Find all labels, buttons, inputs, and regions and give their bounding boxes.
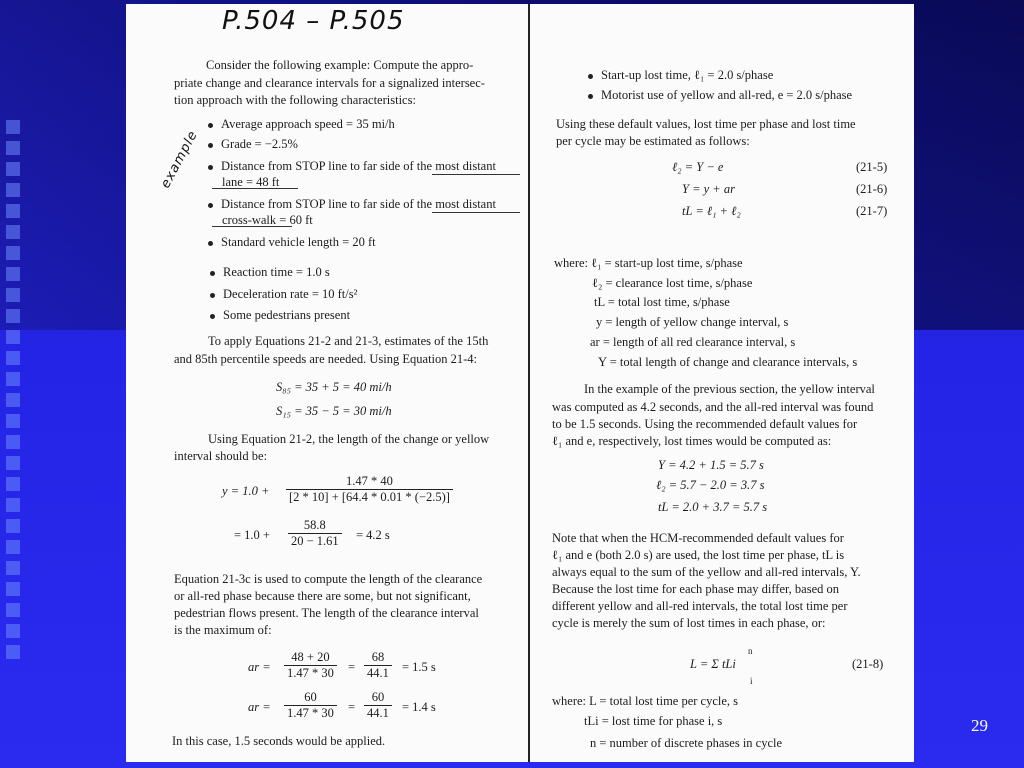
example-line-2: was computed as 4.2 seconds, and the all-red interval was found xyxy=(552,400,874,414)
where2-tLi: tLi = lost time for phase i, s xyxy=(584,714,723,728)
note-line-2: ℓ₁ and e (both 2.0 s) are used, the lost time per phase, tL is xyxy=(552,548,845,562)
where-l2: ℓ₂ = clearance lost time, s/phase xyxy=(592,276,753,290)
where2-n: n = number of discrete phases in cycle xyxy=(590,736,783,750)
handwritten-page-ref: P.504 – P.505 xyxy=(222,6,405,36)
where-ar: ar = length of all red clearance interval, s xyxy=(590,335,796,349)
eq-21-8-number: (21-8) xyxy=(852,657,884,671)
example-line-4: ℓ₁ and e, respectively, lost times would be computed as: xyxy=(552,434,832,448)
bullet-lane-value: lane = 48 ft xyxy=(222,175,280,189)
right-bullet-motorist: Motorist use of yellow and all-red, e = 2.0 s/phase xyxy=(588,88,852,102)
where-Y: Y = total length of change and clearance intervals, s xyxy=(598,355,858,369)
where-tl: tL = total lost time, s/phase xyxy=(594,295,730,309)
ar1-rhs: = 1.5 s xyxy=(402,660,436,674)
handwritten-margin-note: example xyxy=(158,128,202,191)
page-gutter xyxy=(528,4,530,762)
clear-line-4: is the maximum of: xyxy=(174,623,272,637)
final-statement: In this case, 1.5 seconds would be applied. xyxy=(172,734,386,748)
note-line-3: always equal to the sum of the yellow and all-red intervals, Y. xyxy=(552,565,861,579)
apply-line-1: To apply Equations 21-2 and 21-3, estimates of the 15th xyxy=(208,334,489,348)
default-line-2: per cycle may be estimated as follows: xyxy=(556,134,750,148)
note-line-4: Because the lost time for each phase may differ, based on xyxy=(552,582,840,596)
ar2-rhs: = 1.4 s xyxy=(402,700,436,714)
using-line-1: Using Equation 21-2, the length of the change or yellow xyxy=(208,432,490,446)
right-bullet-startup: Start-up lost time, ℓ₁ = 2.0 s/phase xyxy=(588,68,773,82)
underline-most-distant-1 xyxy=(432,174,520,175)
eq-21-7: tL = ℓ₁ + ℓ₂ xyxy=(682,204,741,218)
slide-number: 29 xyxy=(971,716,988,735)
note-line-1: Note that when the HCM-recommended default values for xyxy=(552,531,844,545)
where-l1: where: ℓ₁ = start-up lost time, s/phase xyxy=(554,256,743,270)
underline-crosswalk xyxy=(212,226,292,227)
intro-line-2: priate change and clearance intervals for a signalized intersec- xyxy=(174,76,485,90)
clear-line-3: pedestrian flows present. The length of the clearance interval xyxy=(174,606,479,620)
calc-l2: ℓ₂ = 5.7 − 2.0 = 3.7 s xyxy=(656,478,765,492)
ar2-equals: = xyxy=(348,700,356,714)
underline-lane xyxy=(212,188,298,189)
sum-equation: L = Σ tLi xyxy=(690,657,736,671)
decorative-squares xyxy=(6,120,30,666)
ar1-fraction-2: 68 44.1 xyxy=(364,650,392,681)
example-line-3: to be 1.5 seconds. Using the recommended default values for xyxy=(552,417,858,431)
note-line-5: different yellow and all-red intervals, the total lost time per xyxy=(552,599,848,613)
ar2-lhs: ar = xyxy=(248,700,271,714)
ar1-fraction: 48 + 20 1.47 * 30 xyxy=(284,650,337,681)
y-eq1-lhs: y = 1.0 + xyxy=(222,484,270,498)
eq-21-5: ℓ₂ = Y − e xyxy=(672,160,724,174)
y-eq1-fraction: 1.47 * 40 [2 * 10] + [64.4 * 0.01 * (−2.5)] xyxy=(286,474,453,505)
note-line-6: cycle is merely the sum of lost times in each phase, or: xyxy=(552,616,826,630)
intro-line-3: tion approach with the following characteristics: xyxy=(174,93,416,107)
ar2-fraction-2: 60 44.1 xyxy=(364,690,392,721)
bullet-pedestrians: Some pedestrians present xyxy=(210,308,350,322)
bullet-reaction: Reaction time = 1.0 s xyxy=(210,265,330,279)
ar1-lhs: ar = xyxy=(248,660,271,674)
bullet-deceleration: Deceleration rate = 10 ft/s² xyxy=(210,287,357,301)
clear-line-1: Equation 21-3c is used to compute the length of the clearance xyxy=(174,572,483,586)
clear-line-2: or all-red phase because there are some, but not significant, xyxy=(174,589,471,603)
bullet-vehicle-length: Standard vehicle length = 20 ft xyxy=(208,235,376,249)
y-eq2-rhs: = 4.2 s xyxy=(356,528,390,542)
s85-equation: S₈₅ = 35 + 5 = 40 mi/h xyxy=(276,380,392,394)
calc-tl: tL = 2.0 + 3.7 = 5.7 s xyxy=(658,500,768,514)
eq-21-7-number: (21-7) xyxy=(856,204,888,218)
apply-line-2: and 85th percentile speeds are needed. Using Equation 21-4: xyxy=(174,352,478,366)
y-eq2-lhs: = 1.0 + xyxy=(234,528,270,542)
example-line-1: In the example of the previous section, the yellow interval xyxy=(584,382,875,396)
y-eq2-fraction: 58.8 20 − 1.61 xyxy=(288,518,342,549)
eq-21-6: Y = y + ar xyxy=(682,182,735,196)
bullet-crosswalk-value: cross-walk = 60 ft xyxy=(222,213,313,227)
underline-most-distant-2 xyxy=(432,212,520,213)
bullet-lane-distance: Distance from STOP line to far side of the most distant xyxy=(208,159,496,173)
ar1-equals: = xyxy=(348,660,356,674)
ar2-fraction: 60 1.47 * 30 xyxy=(284,690,337,721)
using-line-2: interval should be: xyxy=(174,449,268,463)
calc-Y: Y = 4.2 + 1.5 = 5.7 s xyxy=(658,458,764,472)
eq-21-5-number: (21-5) xyxy=(856,160,888,174)
sum-upper-limit: n xyxy=(748,646,753,656)
bullet-grade: Grade = −2.5% xyxy=(208,137,298,151)
intro-line-1: Consider the following example: Compute the appro- xyxy=(206,58,474,72)
bullet-crosswalk-distance: Distance from STOP line to far side of the most distant xyxy=(208,197,496,211)
where-y: y = length of yellow change interval, s xyxy=(596,315,789,329)
s15-equation: S₁₅ = 35 − 5 = 30 mi/h xyxy=(276,404,392,418)
eq-21-6-number: (21-6) xyxy=(856,182,888,196)
default-line-1: Using these default values, lost time per phase and lost time xyxy=(556,117,856,131)
sum-lower-limit: i xyxy=(750,676,753,686)
scanned-page xyxy=(126,4,914,762)
bullet-speed: Average approach speed = 35 mi/h xyxy=(208,117,395,131)
where2-L: where: L = total lost time per cycle, s xyxy=(552,694,739,708)
